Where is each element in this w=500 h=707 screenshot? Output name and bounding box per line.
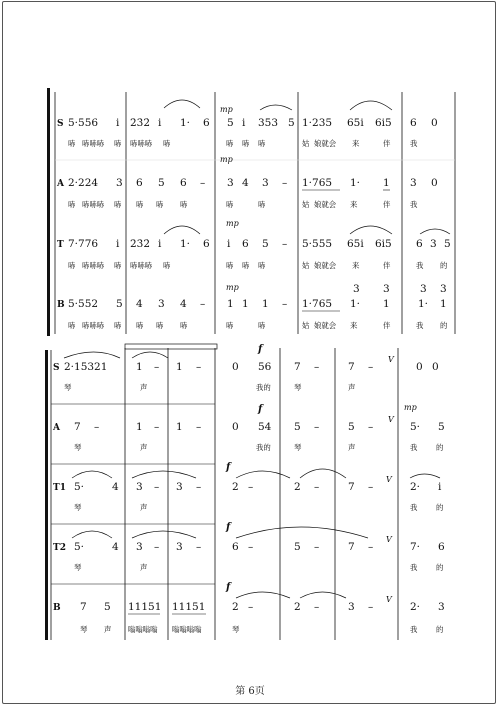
part-label: A <box>57 179 64 189</box>
system-2-part-a <box>52 403 445 452</box>
lyric: 伴 <box>383 261 391 270</box>
lyric: 哧 <box>242 261 250 270</box>
note: i <box>116 238 120 250</box>
note: 2 <box>232 601 239 613</box>
lyric: 声 <box>140 563 148 572</box>
note: 1· <box>350 298 361 310</box>
note: 1 <box>176 421 183 433</box>
note-group: 6i5 <box>375 117 392 129</box>
lyric: 声 <box>104 625 112 634</box>
system-2-part-s <box>53 344 439 392</box>
note: – <box>196 361 202 373</box>
note: – <box>94 421 100 433</box>
note-group: 1·765 <box>302 298 333 310</box>
note: 5 <box>116 298 123 310</box>
lyric: 我 <box>410 443 418 452</box>
lyric: 姑 <box>302 321 310 330</box>
note: i <box>227 238 231 250</box>
dynamic-mark: mp <box>220 155 233 164</box>
note: 4 <box>112 481 119 493</box>
lyric: 来 <box>352 139 360 148</box>
note: i <box>242 117 246 129</box>
note: 1· <box>418 298 429 310</box>
note: – <box>368 601 374 613</box>
part-label: A <box>53 423 60 433</box>
note: 5 <box>288 117 295 129</box>
lyric: 的 <box>436 503 444 512</box>
breath-mark: V <box>388 355 394 364</box>
slur <box>350 101 392 110</box>
system-1-bracket <box>47 88 50 336</box>
lyric: 姑 <box>302 261 310 270</box>
note: 1· <box>180 238 191 250</box>
note: 3 <box>348 601 355 613</box>
part-label: B <box>57 300 65 310</box>
lyric: 哧 <box>68 321 76 330</box>
note: 1 <box>176 361 183 373</box>
lyric: 声 <box>348 443 356 452</box>
note: 5 <box>294 541 301 553</box>
note: 0 <box>416 361 423 373</box>
lyric: 琴 <box>294 443 302 452</box>
note: 3 <box>136 541 143 553</box>
part-label: T2 <box>53 543 66 553</box>
note: – <box>368 361 374 373</box>
slur <box>236 471 290 478</box>
note-group: 65i <box>347 117 364 129</box>
note: 3 <box>410 177 417 189</box>
system-1-part-b <box>57 283 448 330</box>
system-1-part-s <box>57 100 438 148</box>
note: 2· <box>410 481 421 493</box>
system-2-bracket <box>45 350 48 640</box>
system-2 <box>45 344 445 640</box>
note: i <box>158 238 162 250</box>
lyric: 琴 <box>294 383 302 392</box>
note: 6 <box>203 117 210 129</box>
note: 3 <box>227 177 234 189</box>
lyric: 琴 <box>74 563 82 572</box>
slur <box>72 471 112 478</box>
note: – <box>368 481 374 493</box>
note: – <box>314 541 320 553</box>
note: 2· <box>410 601 421 613</box>
lyric: 哧 <box>136 200 144 209</box>
note: – <box>314 481 320 493</box>
note: 5 <box>262 238 269 250</box>
slur <box>420 229 450 234</box>
part-label: S <box>57 119 64 129</box>
lyric: 哧 <box>258 321 266 330</box>
note: i <box>116 117 120 129</box>
note: 3 <box>438 601 445 613</box>
lyric: 哧 <box>163 261 171 270</box>
note-group: 6i5 <box>375 238 392 250</box>
note-group: 11151 <box>172 601 206 613</box>
lyric: 琴 <box>80 625 88 634</box>
lyric: 哧 <box>258 261 266 270</box>
note: i <box>438 481 442 493</box>
note: 1 <box>262 298 269 310</box>
part-label: S <box>53 363 60 373</box>
note: 2 <box>232 481 239 493</box>
note: – <box>154 421 160 433</box>
lyric: 我 <box>410 200 418 209</box>
note: 4 <box>136 298 143 310</box>
lyric: 娘就会 <box>314 139 337 148</box>
note: 6 <box>242 238 249 250</box>
dynamic-mark: f <box>258 404 263 415</box>
note: i <box>158 117 162 129</box>
note: 5 <box>104 601 111 613</box>
note: 6 <box>232 541 239 553</box>
note-group: 2̇3̇2̇ <box>130 238 151 250</box>
breath-mark: V <box>386 475 392 484</box>
note-group: 1·765 <box>302 177 333 189</box>
slur <box>300 592 346 598</box>
note: 1 <box>383 298 390 310</box>
note: 3 <box>262 177 269 189</box>
note: 3 <box>440 283 447 295</box>
note: 0 <box>232 421 239 433</box>
note: – <box>314 421 320 433</box>
note: 5 <box>158 177 165 189</box>
note: 5 <box>227 117 234 129</box>
dynamic-mark: mp <box>220 105 233 114</box>
lyric: 声 <box>140 503 148 512</box>
part-label: T <box>57 240 64 250</box>
lyric: 哧 <box>68 139 76 148</box>
note-group: 5·555 <box>302 238 333 250</box>
note: 6 <box>203 238 210 250</box>
lyric: 的 <box>440 321 448 330</box>
note-group: 11151 <box>128 601 162 613</box>
dynamic-mark: f <box>258 344 263 355</box>
lyric: 琴 <box>64 383 72 392</box>
note: 3 <box>176 541 183 553</box>
page-number: 第 6页 <box>235 686 265 697</box>
part-label: T1 <box>53 483 66 493</box>
slur <box>236 527 368 538</box>
breath-mark: V <box>386 535 392 544</box>
lyric: 声 <box>140 443 148 452</box>
note: 5 <box>294 421 301 433</box>
lyric: 哧哧哧 <box>130 261 153 270</box>
lyric: 娘就会 <box>314 200 337 209</box>
slur <box>64 352 120 358</box>
lyric: 嗡嗡嗡嗡 <box>128 625 158 634</box>
note: 7 <box>348 361 355 373</box>
lyric: 的 <box>436 443 444 452</box>
lyric: 哧 <box>68 261 76 270</box>
note: – <box>154 541 160 553</box>
lyric: 琴 <box>232 625 240 634</box>
note: – <box>248 541 254 553</box>
slur <box>350 226 392 234</box>
note: – <box>368 421 374 433</box>
note-group: 5·552 <box>68 298 99 310</box>
lyric: 姑 <box>302 200 310 209</box>
lyric: 伴 <box>383 139 391 148</box>
note: 7 <box>294 361 301 373</box>
note: – <box>154 361 160 373</box>
note: 1· <box>350 177 361 189</box>
note: 0 <box>431 117 438 129</box>
system-2-part-t2 <box>53 522 445 572</box>
note: 0 <box>232 361 239 373</box>
note: 5 <box>348 421 355 433</box>
note: 5· <box>74 481 85 493</box>
note: 5· <box>410 421 421 433</box>
note-group: 54 <box>258 421 272 433</box>
lyric: 哧 <box>136 321 144 330</box>
lyric: 娘就会 <box>314 321 337 330</box>
slur <box>410 474 440 478</box>
note: – <box>314 361 320 373</box>
note: – <box>248 481 254 493</box>
lyric: 我 <box>410 139 418 148</box>
part-label: B <box>53 603 61 613</box>
note-group: 2·224 <box>68 177 99 189</box>
lyric: 声 <box>348 383 356 392</box>
note: 3 <box>420 283 427 295</box>
lyric: 姑 <box>302 139 310 148</box>
note: 7· <box>410 541 421 553</box>
note: 0 <box>431 177 438 189</box>
note: 4 <box>112 541 119 553</box>
note: 3 <box>116 177 123 189</box>
dynamic-mark: mp <box>226 283 239 292</box>
slur <box>300 469 346 478</box>
note: – <box>314 601 320 613</box>
note: – <box>196 541 202 553</box>
lyric: 哧哧哧 <box>82 139 105 148</box>
slur <box>132 352 168 358</box>
note: – <box>248 601 254 613</box>
note: 6 <box>438 541 445 553</box>
note: 5· <box>74 541 85 553</box>
note: – <box>200 298 206 310</box>
note: 1 <box>383 177 390 189</box>
note: 7 <box>348 481 355 493</box>
breath-mark: V <box>388 415 394 424</box>
note: 2 <box>294 601 301 613</box>
lyric: 来 <box>350 321 358 330</box>
lyric: 哧 <box>258 139 266 148</box>
system-2-part-t1 <box>53 462 444 512</box>
dynamic-mark: mp <box>404 403 417 412</box>
lyric: 哧 <box>156 321 164 330</box>
lyric: 伴 <box>383 200 391 209</box>
note-group: 5·556 <box>68 117 99 129</box>
dynamic-mark: f <box>226 522 231 533</box>
lyric: 伴 <box>383 321 391 330</box>
lyric: 我 <box>410 625 418 634</box>
lyric: 我 <box>416 261 424 270</box>
note-group: 56 <box>258 361 272 373</box>
note: 6 <box>416 238 423 250</box>
lyric: 嗡嗡嗡嗡 <box>172 625 202 634</box>
lyric: 我的 <box>256 443 271 452</box>
lyric: 哧 <box>242 139 250 148</box>
lyric: 来 <box>352 261 360 270</box>
note: 3 <box>158 298 165 310</box>
dynamic-mark: f <box>226 462 231 473</box>
slur <box>132 531 196 538</box>
note: 1· <box>180 117 191 129</box>
system-1-part-t <box>57 219 451 270</box>
lyric: 娘就会 <box>314 261 337 270</box>
dynamic-mark: f <box>226 582 231 593</box>
lyric: 我 <box>410 503 418 512</box>
lyric: 哧哧哧 <box>82 261 105 270</box>
note: – <box>368 541 374 553</box>
lyric: 的 <box>436 563 444 572</box>
lyric: 哧 <box>226 200 234 209</box>
lyric: 哧 <box>163 139 171 148</box>
lyric: 琴 <box>74 443 82 452</box>
lyric: 声 <box>140 383 148 392</box>
note: 6 <box>136 177 143 189</box>
system-1-part-a <box>56 155 438 209</box>
note: – <box>282 238 288 250</box>
lyric: 哧 <box>114 139 122 148</box>
slur <box>260 105 292 110</box>
note: 1 <box>242 298 249 310</box>
note: 4 <box>180 298 187 310</box>
note: – <box>196 481 202 493</box>
note-group: 1·235 <box>302 117 333 129</box>
slur <box>236 592 290 598</box>
lyric: 哧 <box>114 200 122 209</box>
lyric: 哧 <box>226 261 234 270</box>
lyric: 哧 <box>68 200 76 209</box>
note: 3 <box>430 238 437 250</box>
dynamic-mark: mp <box>226 219 239 228</box>
slur <box>164 226 200 234</box>
note: 3 <box>136 481 143 493</box>
note: 7 <box>74 421 81 433</box>
note: 7 <box>348 541 355 553</box>
lyric: 我 <box>416 321 424 330</box>
slur <box>164 100 200 108</box>
lyric: 琴 <box>74 503 82 512</box>
note: 1 <box>227 298 234 310</box>
system-2-part-b <box>53 582 445 634</box>
note: 1 <box>136 361 143 373</box>
note: – <box>282 298 288 310</box>
lyric: 哧 <box>180 200 188 209</box>
note: 6 <box>410 117 417 129</box>
lyric: 哧 <box>114 321 122 330</box>
note: 1 <box>136 421 143 433</box>
lyric: 哧哧哧 <box>82 200 105 209</box>
lyric: 我的 <box>256 383 271 392</box>
note: 7 <box>80 601 87 613</box>
note: 5 <box>444 238 451 250</box>
note: 2 <box>294 481 301 493</box>
note: 4 <box>242 177 249 189</box>
system-1 <box>47 88 455 336</box>
lyric: 来 <box>350 200 358 209</box>
note-group: 2̇3̇2̇ <box>130 117 151 129</box>
note-group: 353 <box>258 117 279 129</box>
lyric: 哧 <box>114 261 122 270</box>
note: 5 <box>438 421 445 433</box>
slur <box>132 471 196 478</box>
lyric: 哧 <box>226 139 234 148</box>
lyric: 哧 <box>180 321 188 330</box>
lyric: 哧 <box>258 200 266 209</box>
note: 0 <box>432 361 439 373</box>
note-group: 7·776 <box>68 238 99 250</box>
note-group: 65i <box>347 238 364 250</box>
breath-mark: V <box>386 595 392 604</box>
note: – <box>200 177 206 189</box>
measure-box <box>125 344 217 349</box>
note: 1 <box>440 298 447 310</box>
lyric: 哧哧哧 <box>82 321 105 330</box>
lyric: 的 <box>440 261 448 270</box>
lyric: 哧 <box>226 321 234 330</box>
note-group: 2·15321 <box>64 361 108 373</box>
lyric: 哧 <box>156 200 164 209</box>
note: – <box>282 177 288 189</box>
lyric: 哧哧哧 <box>130 139 153 148</box>
note: 3 <box>383 283 390 295</box>
lyric: 的 <box>436 625 444 634</box>
lyric: 我 <box>410 563 418 572</box>
note: – <box>196 421 202 433</box>
note: 3 <box>353 283 360 295</box>
note: 6 <box>180 177 187 189</box>
note: – <box>154 481 160 493</box>
slur <box>72 531 112 538</box>
note: 3 <box>176 481 183 493</box>
